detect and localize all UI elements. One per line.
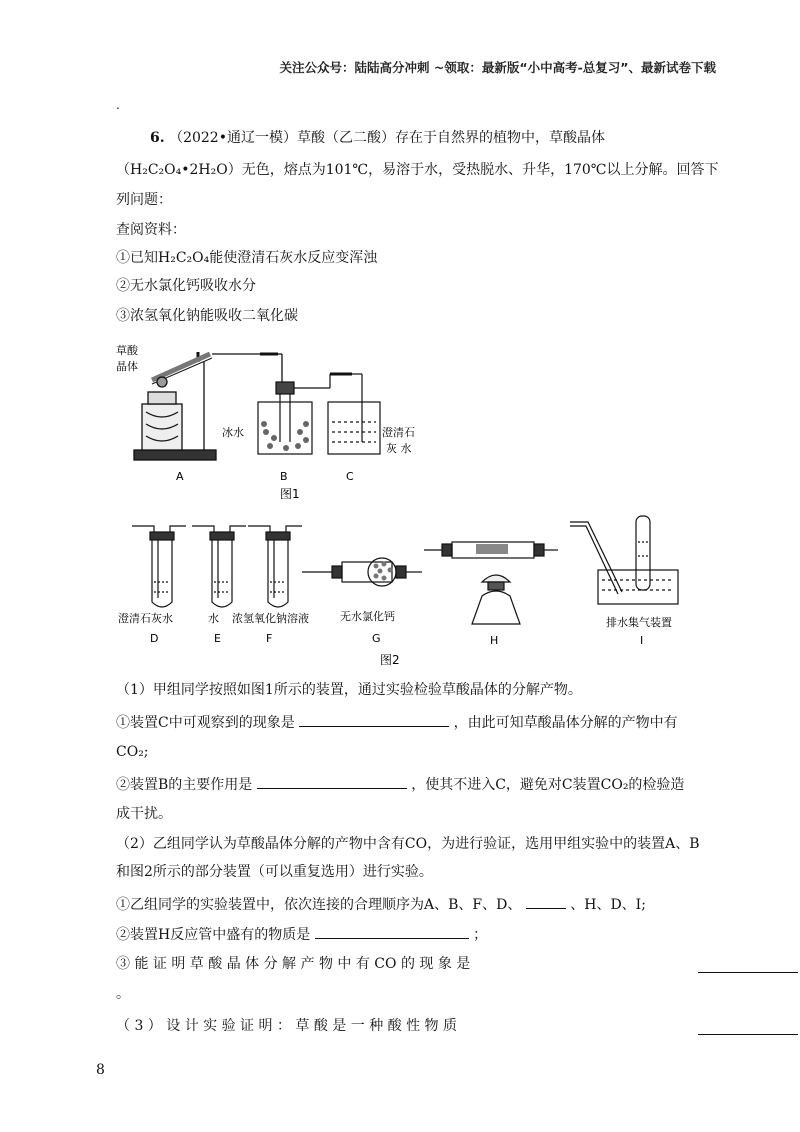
reference-title: 查阅资料： <box>116 222 186 238</box>
part-2-q2-prompt: ②装置H反应管中盛有的物质是 <box>116 927 311 943</box>
figure-1-apparatus <box>100 332 460 512</box>
fig2-letter-i: I <box>640 634 644 647</box>
fig1-letter-b: B <box>280 470 288 483</box>
question-line-3: 列问题： <box>116 192 172 208</box>
fig2-letter-e: E <box>214 632 221 645</box>
apparatus-g <box>302 558 422 586</box>
fig2-label-limewater: 澄清石灰水 <box>118 612 173 625</box>
apparatus-c <box>328 402 380 454</box>
fig1-label-limewater-2: 灰 水 <box>386 442 412 455</box>
reference-item-1: ①已知H₂C₂O₄能使澄清石灰水反应变浑浊 <box>116 250 378 266</box>
part-1-q1 <box>116 712 678 733</box>
part-1-q2 <box>116 774 684 795</box>
part-2-q1-prompt: ①乙组同学的实验装置中，依次连接的合理顺序为A、B、F、D、 <box>116 897 522 913</box>
part-2-intro: （2）乙组同学认为草酸晶体分解的产物中含有CO，为进行验证，选用甲组实验中的装置A、B <box>116 836 700 852</box>
answer-blank-1-2[interactable] <box>257 774 407 789</box>
part-3-prompt: （ 3 ） 设 计 实 验 证 明 ： 草 酸 是 一 种 酸 性 物 质 <box>116 1018 458 1034</box>
fig2-label-water: 水 <box>208 612 219 625</box>
fig2-label-water-collection: 排水集气装置 <box>606 616 672 629</box>
part-1-intro: （1）甲组同学按照如图1所示的装置，通过实验检验草酸晶体的分解产物。 <box>116 682 582 698</box>
page-header: 关注公众号：陆陆高分冲刺 ~领取：最新版“小中高考-总复习”、最新试卷下载 <box>279 60 716 75</box>
answer-blank-3[interactable] <box>698 1020 798 1035</box>
apparatus-i <box>570 516 678 604</box>
answer-blank-2-3[interactable] <box>698 958 798 973</box>
part-2-intro-cont: 和图2所示的部分装置（可以重复选用）进行实验。 <box>116 864 433 880</box>
part-1-q1-suffix: ，由此可知草酸晶体分解的产物中有 <box>453 715 678 731</box>
fig1-letter-c: C <box>346 470 354 483</box>
question-number: 6. <box>150 130 165 146</box>
fig1-caption: 图1 <box>280 487 300 501</box>
apparatus-h <box>424 542 558 624</box>
answer-blank-2-2[interactable] <box>315 924 469 939</box>
reference-item-2: ②无水氯化钙吸收水分 <box>116 278 256 294</box>
part-2-q3-prompt: ③ 能 证 明 草 酸 晶 体 分 解 产 物 中 有 CO 的 现 象 是 <box>116 956 471 972</box>
part-1-q2-prompt: ②装置B的主要作用是 <box>116 777 253 793</box>
question-line-2: （H₂C₂O₄•2H₂O）无色，熔点为101℃，易溶于水，受热脱水、升华，170℃以上分解。回答下 <box>116 162 719 178</box>
fig1-label-crystal-1: 草酸 <box>116 344 138 357</box>
fig1-label-ice-water: 冰水 <box>222 426 244 439</box>
question-intro: （2022•通辽一模）草酸（乙二酸）存在于自然界的植物中，草酸晶体 <box>169 130 605 146</box>
fig1-letter-a: A <box>176 470 184 483</box>
part-2-q1 <box>116 894 646 915</box>
stray-dot: . <box>116 98 120 112</box>
part-2-q2 <box>116 924 487 945</box>
fig1-label-limewater-1: 澄清石 <box>382 426 415 439</box>
part-1-q2-cont: 成干扰。 <box>116 806 172 822</box>
fig2-letter-h: H <box>490 634 499 647</box>
part-1-q1-prompt: ①装置C中可观察到的现象是 <box>116 715 295 731</box>
part-2-q1-suffix: 、H、D、I; <box>570 897 646 913</box>
page-number: 8 <box>96 1062 105 1078</box>
fig2-caption: 图2 <box>380 653 400 667</box>
fig2-letter-g: G <box>372 632 381 645</box>
fig2-letter-f: F <box>266 632 273 645</box>
part-2-q2-suffix: ； <box>473 927 488 943</box>
part-2-q3 <box>116 954 470 974</box>
apparatus-d <box>132 526 186 607</box>
figure-2-apparatus <box>110 512 700 672</box>
answer-blank-1-1[interactable] <box>299 712 449 727</box>
fig2-label-naoh: 浓氢氧化钠溶液 <box>232 612 309 625</box>
part-2-q3-end: 。 <box>116 986 130 1002</box>
fig2-label-cacl2: 无水氯化钙 <box>340 610 395 623</box>
apparatus-a <box>134 352 282 460</box>
answer-blank-2-1[interactable] <box>526 894 566 909</box>
apparatus-f <box>248 526 302 607</box>
part-3-question <box>116 1016 457 1036</box>
part-1-q1-cont: CO₂; <box>116 744 149 760</box>
part-1-q2-suffix: ，使其不进入C，避免对C装置CO₂的检验造 <box>411 777 685 793</box>
fig2-letter-d: D <box>150 632 159 645</box>
fig1-label-crystal-2: 晶体 <box>116 360 138 373</box>
apparatus-e <box>192 526 246 607</box>
reference-item-3: ③浓氢氧化钠能吸收二氧化碳 <box>116 308 298 324</box>
question-line-1 <box>150 128 605 148</box>
